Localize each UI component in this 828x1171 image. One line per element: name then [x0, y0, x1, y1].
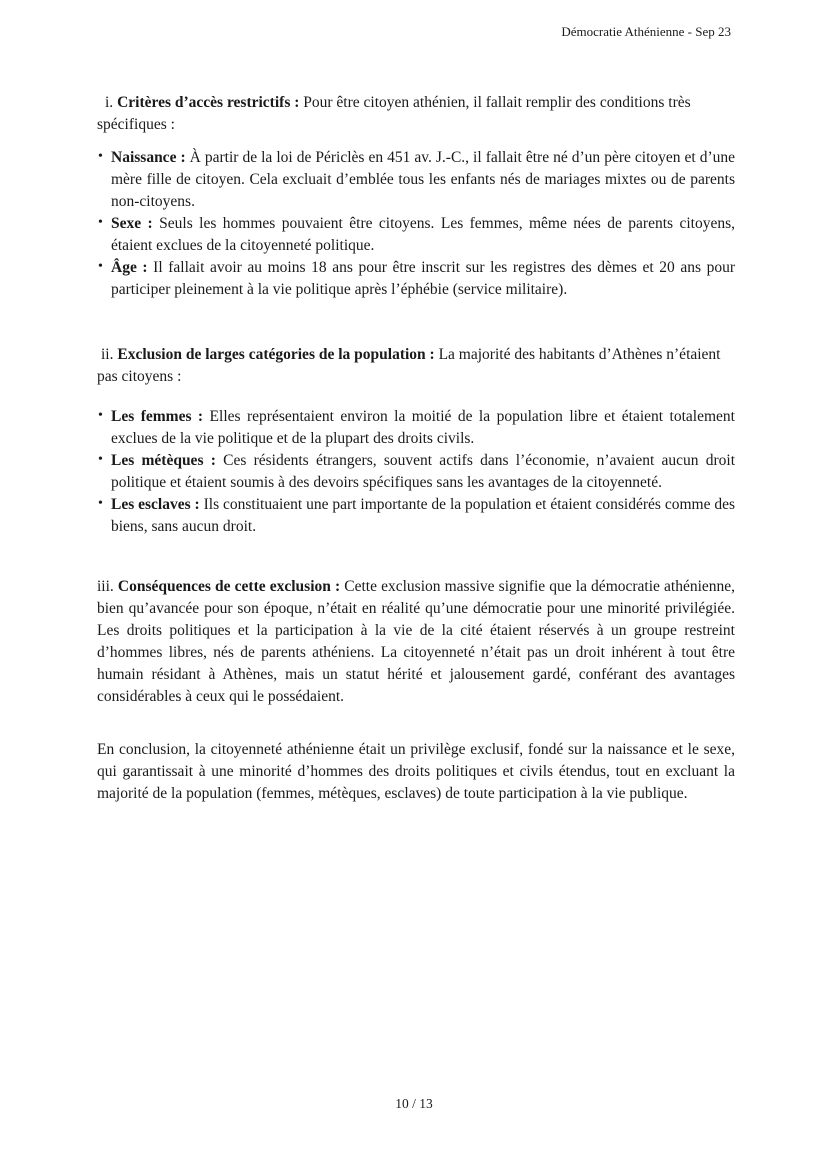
item-text: Ces résidents étrangers, souvent actifs dans l’économie, n’avaient aucun droit politique et étaient soumis à des devoirs spécifiques sans les avantages de la citoyenneté.: [111, 452, 736, 491]
item-label: Sexe :: [111, 215, 153, 232]
item-label: Les esclaves :: [111, 496, 200, 513]
item-text: À partir de la loi de Périclès en 451 av. J.-C., il fallait être né d’un père citoyen et d’une mère fille de citoyen. Cela excluait d’emblée tous les enfants nés de mariages mixtes ou de parents non-citoyens.: [111, 149, 736, 210]
section-iii-body: Cette exclusion massive signifie que la démocratie athénienne, bien qu’avancée pour son époque, n’était en réalité qu’une démocratie pour une minorité privilégiée. Les droits politiques et la participation à la vie de la cité étaient réservés à un groupe restreint d’hommes libres, nés de parents athéniens. La citoyenneté n’était pas un droit inhérent à tout être humain résidant à Athènes, mais un statut hérité et jalousement gardé, conférant des avantages considérables à ceux qui le possédaient.: [97, 578, 736, 705]
excluded-groups-list: [97, 406, 735, 538]
document-content: [97, 92, 735, 805]
list-item-sexe: [97, 213, 735, 257]
section-ii-title: Exclusion de larges catégories de la population :: [117, 346, 435, 363]
item-label: Les métèques :: [111, 452, 216, 469]
item-text: Seuls les hommes pouvaient être citoyens. Les femmes, même nées de parents citoyens, étaient exclues de la citoyenneté politique.: [111, 215, 735, 254]
bullet-icon: •: [98, 496, 103, 511]
section-i-paragraph: [97, 92, 735, 136]
list-item-age: [97, 257, 735, 301]
section-iii-paragraph: [97, 576, 735, 708]
section-ii-paragraph: [97, 344, 735, 388]
bullet-icon: •: [98, 408, 103, 423]
section-iii-numeral: iii.: [97, 578, 114, 595]
list-item-meteques: [97, 450, 735, 494]
section-i-body: Pour être citoyen athénien, il fallait remplir des conditions très spécifiques :: [97, 94, 691, 133]
section-ii-numeral: ii.: [101, 346, 114, 363]
bullet-icon: •: [98, 259, 103, 274]
list-item-esclaves: [97, 494, 735, 538]
section-i-numeral: i.: [105, 94, 114, 111]
item-text: Ils constituaient une part importante de la population et étaient considérés comme des biens, sans aucun droit.: [111, 496, 736, 535]
list-item-naissance: [97, 147, 735, 213]
item-label: Naissance :: [111, 149, 186, 166]
section-i-title: Critères d’accès restrictifs :: [117, 94, 300, 111]
item-text: Il fallait avoir au moins 18 ans pour être inscrit sur les registres des dèmes et 20 ans pour participer pleinement à la vie politique après l’éphébie (service militaire).: [111, 259, 735, 298]
section-iii-title: Conséquences de cette exclusion :: [117, 578, 341, 595]
item-label: Âge :: [111, 259, 148, 276]
page-number: 10 / 13: [395, 1096, 433, 1111]
conclusion-paragraph: En conclusion, la citoyenneté athénienne était un privilège exclusif, fondé sur la naissance et le sexe, qui garantissait à une minorité d’hommes des droits politiques et civils étendus, tout en excluant la majorité de la population (femmes, métèques, esclaves) de toute participation à la vie publique.: [97, 741, 735, 802]
bullet-icon: •: [98, 149, 103, 164]
bullet-icon: •: [98, 452, 103, 467]
item-label: Les femmes :: [111, 408, 204, 425]
list-item-femmes: [97, 406, 735, 450]
page-header: Démocratie Athénienne - Sep 23: [561, 24, 731, 39]
section-ii-body: La majorité des habitants d’Athènes n’étaient pas citoyens :: [97, 346, 721, 385]
bullet-icon: •: [98, 215, 103, 230]
item-text: Elles représentaient environ la moitié de la population libre et étaient totalement exclues de la vie politique et de la plupart des droits civils.: [111, 408, 735, 447]
criteria-list: [97, 147, 735, 301]
